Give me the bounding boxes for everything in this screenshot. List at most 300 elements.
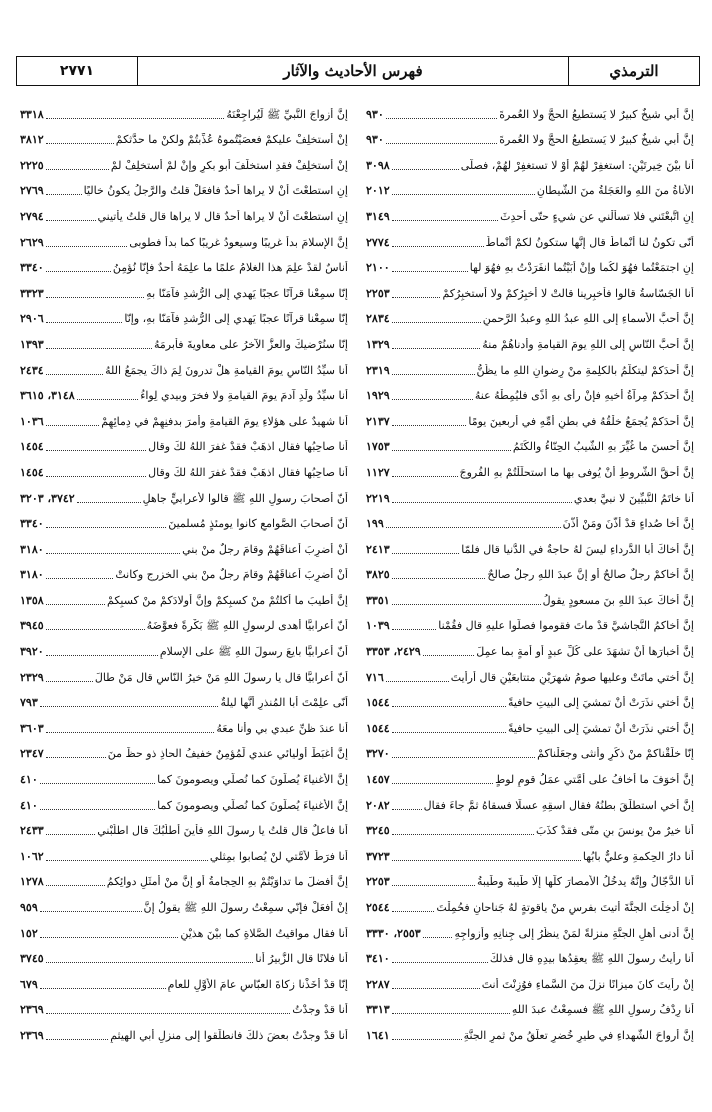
hadith-number: ٢٣٦٩ bbox=[20, 1028, 44, 1042]
hadith-number: ١٣٩٣ bbox=[20, 337, 44, 351]
hadith-text: أنا خاتَمُ النَّبيِّينَ لا نبيَّ بعدي bbox=[573, 491, 694, 505]
hadith-number: ٣٧٤٢، ٣٢٠٣ bbox=[20, 491, 75, 505]
hadith-number: ٣٧٢٣ bbox=[366, 849, 390, 863]
hadith-text: إنَّ أخا صُداءٍ قدْ أذَّنَ ومَنْ أذَّنَ bbox=[562, 517, 694, 531]
hadith-text: إنَّ أطيبَ ما أكلتُمْ منْ كسبِكمْ وإنَّ أولادَكمْ منْ كسبِكمْ bbox=[107, 593, 348, 607]
hadith-text: إنَّ أحبَّ النّاسِ إلى اللهِ يومَ القيامةِ وأدناهُمْ منهُ bbox=[482, 337, 694, 351]
hadith-number: ٢٤٢٩، ٣٣٥٣ bbox=[366, 645, 421, 659]
leader-dots bbox=[46, 757, 106, 758]
hadith-number: ٣٣٤٠ bbox=[20, 261, 44, 275]
left-column bbox=[16, 96, 358, 1106]
hadith-number: ١٤٥٧ bbox=[366, 773, 390, 787]
hadith-number: ٢٠١٢ bbox=[366, 184, 390, 198]
hadith-text: إنِ اجتمَعْتُما فهُوَ لكُما وإنْ أبَيْتُما انفَرَدْتُ بهِ فهُوَ لها bbox=[469, 261, 694, 275]
index-entry bbox=[20, 736, 348, 762]
hadith-number: ٢٥٤٤ bbox=[366, 901, 390, 914]
leader-dots bbox=[46, 297, 145, 298]
hadith-text: إنَّ أبي شيخٌ كبيرٌ لا يَستطيعُ الحجَّ ولا العُمرةَ bbox=[499, 107, 694, 121]
hadith-number: ٣١٤٨، ٣٦١٥ bbox=[20, 389, 75, 403]
leader-dots bbox=[46, 1013, 291, 1014]
leader-dots bbox=[392, 911, 435, 912]
leader-dots bbox=[392, 706, 506, 707]
leader-dots bbox=[46, 578, 114, 579]
index-entry bbox=[20, 122, 348, 148]
index-entry bbox=[366, 659, 694, 685]
hadith-number: ٢٢٥٣ bbox=[366, 875, 390, 889]
hadith-text: أنا فقال مواقيتُ الصَّلاةِ كما بيْنَ هذيْنِ bbox=[180, 926, 348, 940]
index-entry bbox=[366, 480, 694, 506]
index-entry bbox=[366, 326, 694, 352]
hadith-text: إنْ أستخلِفْ عليكمْ فعصَيْتُموهُ عُذِّبتُمْ ولكنْ ما حدَّثكمْ bbox=[115, 133, 348, 147]
hadith-text: أنا سيِّدُ النّاسِ يومَ القيامةِ هلْ تدرونَ لِمَ ذاكَ يجمَعُ اللهُ bbox=[105, 363, 348, 377]
index-entry bbox=[366, 685, 694, 711]
leader-dots bbox=[392, 885, 475, 886]
hadith-text: إنَّ أختي نذَرَتْ أنْ تمشيَ إلى البيتِ حافيةً bbox=[507, 721, 694, 735]
hadith-number: ١٦٤١ bbox=[366, 1028, 390, 1042]
hadith-text: أنّى علِمْتَ أبا المُنذرِ أنَّها ليلةٌ bbox=[220, 696, 348, 710]
hadith-text: إنِ اتَّبعْتَني فلا تسألْني عن شيءٍ حتّى أُحدِثَ bbox=[500, 209, 694, 223]
hadith-text: إنْ رأيتَ كانَ ميزانًا نزلَ منَ السَّماءِ فوُزِنْتَ أنتَ bbox=[481, 977, 694, 991]
hadith-text: أناسٌ لقدْ علِمَ هذا الغلامُ علمًا ما علِمَهُ أحدٌ فإنّا نُؤمِنُ bbox=[112, 261, 348, 275]
hadith-text: أنا فرَطٌ لأُمَّتي لنْ يُصابوا بمِثلي bbox=[209, 849, 348, 863]
hadith-text: إنَّ الأغنياءَ يُصلّونَ كما نُصلّي ويصومونَ كما bbox=[157, 798, 348, 812]
index-entry bbox=[366, 429, 694, 455]
hadith-number: ٣٩٢٠ bbox=[20, 645, 44, 659]
index-entry bbox=[366, 915, 694, 941]
hadith-text: أنا خيرٌ منْ يونسَ بنِ متّى فقدْ كذَبَ bbox=[535, 824, 694, 838]
leader-dots bbox=[392, 322, 481, 323]
hadith-number: ١٧٥٣ bbox=[366, 440, 390, 454]
index-entry bbox=[366, 301, 694, 327]
hadith-text: إنَّ أحبَّ الأسماءِ إلى اللهِ عبدُ اللهِ وعبدُ الرَّحمنِ bbox=[482, 312, 694, 326]
leader-dots bbox=[46, 425, 100, 426]
hadith-text: إنَّ أدنى أهلِ الجنَّةِ منزلةً لمَنْ ينظُرُ إلى جِنانِهِ وأزواجِهِ bbox=[454, 926, 694, 940]
leader-dots bbox=[386, 527, 561, 528]
leader-dots bbox=[386, 143, 498, 144]
index-entry bbox=[366, 122, 694, 148]
hadith-number: ٢٣٦٩ bbox=[20, 1003, 44, 1017]
index-entry bbox=[366, 147, 694, 173]
leader-dots bbox=[423, 937, 453, 938]
hadith-text: أنا قدْ وجدْتُ بعضَ ذلكَ فانطلَقوا إلى منزلِ أبي الهيثمِ bbox=[110, 1028, 348, 1042]
index-entry bbox=[366, 173, 694, 199]
hadith-text: إنَّ أحدَكمْ ليتكلَّمُ بالكلِمةِ منْ رِضوانِ اللهِ ما يظُنُّ bbox=[476, 363, 694, 377]
index-entry bbox=[20, 480, 348, 506]
index-entry bbox=[20, 454, 348, 480]
leader-dots bbox=[392, 809, 422, 810]
hadith-text: إنّا سمِعْنا قرآنًا عجبًا يَهدي إلى الرُّشدِ فآمَنّا بهِ، وإنّا bbox=[124, 312, 348, 326]
hadith-number: ٤١٠ bbox=[20, 773, 38, 787]
hadith-number: ٣٠٩٨ bbox=[366, 158, 390, 172]
hadith-text: أنا صاحِبُها فقال اذهَبْ فقدْ غفرَ اللهُ لكَ وقال bbox=[148, 465, 348, 479]
hadith-number: ٢٧٦٩ bbox=[20, 184, 44, 198]
hadith-text: إنَّ أزواجَ النَّبيِّ ﷺ لَيُراجِعْنَهُ bbox=[226, 107, 348, 121]
hadith-text: إنَّ أخاكَ أبا الدَّرداءِ ليسَ لهُ حاجةٌ في الدُّنيا قال فلمّا bbox=[461, 542, 694, 556]
index-entry bbox=[366, 608, 694, 634]
hadith-text: إنَّ أرواحَ الشُّهداءِ في طيرٍ خُضرٍ تعلَّقُ منْ ثمرِ الجنَّةِ bbox=[463, 1028, 694, 1042]
hadith-number: ٢٩٠٦ bbox=[20, 312, 44, 326]
leader-dots bbox=[46, 476, 146, 477]
leader-dots bbox=[392, 553, 460, 554]
leader-dots bbox=[392, 1039, 462, 1040]
hadith-text: إنَّ أخي استطلَقَ بطنُهُ فقال اسقِهِ عسلًا فسقاهُ ثمَّ جاءَ فقال bbox=[423, 798, 694, 812]
leader-dots bbox=[392, 220, 499, 221]
hadith-text: إنَّ أخاكَ عبدَ اللهِ بنَ مسعودٍ يقولُ bbox=[542, 593, 694, 607]
index-entry bbox=[366, 992, 694, 1018]
leader-dots bbox=[40, 809, 155, 810]
leader-dots bbox=[46, 1039, 109, 1040]
leader-dots bbox=[392, 425, 467, 426]
hadith-number: ٢٢٢٥ bbox=[20, 158, 44, 172]
hadith-text: إنَّ أخاكمْ رجلٌ صالحٌ أو إنَّ عبدَ اللهِ رجلٌ صالحٌ bbox=[487, 568, 694, 582]
hadith-text: إنْ أُدخِلْتَ الجنَّةَ أُتيتَ بفرسٍ منْ ياقوتةٍ لهُ جَناحانِ فحُمِلْتَ bbox=[436, 901, 694, 914]
index-entry bbox=[366, 736, 694, 762]
hadith-number: ١٣٥٨ bbox=[20, 593, 44, 607]
hadith-number: ١٣٢٩ bbox=[366, 337, 390, 351]
leader-dots bbox=[392, 271, 468, 272]
index-entry bbox=[20, 531, 348, 557]
index-entry bbox=[20, 889, 348, 915]
hadith-number: ٣٩٤٥ bbox=[20, 619, 44, 633]
leader-dots bbox=[392, 860, 581, 861]
index-entry bbox=[20, 173, 348, 199]
hadith-number: ١٩٢٩ bbox=[366, 389, 390, 403]
hadith-text: إنَّ أحقَّ الشُّروطِ أنْ يُوفى بها ما استحلَلْتُمْ بهِ الفُروجَ bbox=[459, 465, 694, 479]
index-entry bbox=[366, 96, 694, 122]
hadith-text: إنَّ أغبَطَ أوليائي عندي لَمُؤمِنٌ خفيفُ الحاذِ ذو حظٍّ منَ bbox=[107, 747, 348, 761]
leader-dots bbox=[392, 834, 534, 835]
hadith-number: ٧١٦ bbox=[366, 670, 384, 684]
hadith-number: ٣٣٤٠ bbox=[20, 517, 44, 531]
index-entry bbox=[20, 198, 348, 224]
hadith-text: أنا صاحِبُها فقال اذهَبْ فقدْ غفرَ اللهُ لكَ وقال bbox=[148, 440, 348, 454]
leader-dots bbox=[392, 297, 441, 298]
hadith-number: ٢٧٩٤ bbox=[20, 209, 44, 223]
index-entry bbox=[366, 378, 694, 404]
hadith-text: أنْ أضرِبَ أعناقَهُمْ وقامَ رجلٌ منْ بني bbox=[182, 542, 348, 556]
hadith-text: أنْ أضرِبَ أعناقَهُمْ وقامَ رجلٌ منْ بني الخزرجِ وكانتْ bbox=[115, 568, 348, 582]
hadith-number: ٩٥٩ bbox=[20, 901, 38, 914]
hadith-number: ٣١٨٠ bbox=[20, 542, 44, 556]
leader-dots bbox=[46, 246, 128, 247]
hadith-number: ٢٢٥٣ bbox=[366, 286, 390, 300]
right-column bbox=[358, 96, 700, 1106]
leader-dots bbox=[46, 681, 93, 682]
index-entry bbox=[366, 506, 694, 532]
hadith-number: ٣٢٧٠ bbox=[366, 747, 390, 761]
page-number-box bbox=[17, 57, 138, 85]
leader-dots bbox=[392, 578, 486, 579]
leader-dots bbox=[40, 988, 166, 989]
hadith-number: ٤١٠ bbox=[20, 798, 38, 812]
index-entry bbox=[20, 429, 348, 455]
leader-dots bbox=[392, 629, 437, 630]
hadith-number: ٢٤٣٤ bbox=[20, 363, 44, 377]
index-entry bbox=[20, 915, 348, 941]
hadith-text: أنّ أعرابيًّا أهدى لرسولِ اللهِ ﷺ بَكْرةً فعوَّضَهُ bbox=[146, 619, 348, 633]
leader-dots bbox=[77, 502, 141, 503]
index-entry bbox=[20, 96, 348, 122]
hadith-text: إنَّ أحدَكمْ مِرآةُ أخيهِ فإنْ رأى بهِ أذًى فليُمِطْهُ عنهُ bbox=[474, 389, 694, 403]
leader-dots bbox=[46, 885, 105, 886]
hadith-text: إنَّ أخاكمُ النَّجاشيَّ قدْ ماتَ فقوموا فصلّوا عليهِ قال فقُمْنا bbox=[438, 619, 694, 633]
hadith-number: ٣٣١٨ bbox=[20, 107, 44, 121]
hadith-text: إنِ استطعْتَ أنْ لا يراها أحدٌ قال لا يراها قال قلتُ يأتيني bbox=[97, 209, 348, 223]
index-entry bbox=[366, 198, 694, 224]
index-entry bbox=[20, 941, 348, 967]
hadith-number: ٣٤١٠ bbox=[366, 952, 390, 966]
hadith-text: إنّا قدْ أخَذْنا زكاةَ العبّاسِ عامَ الأوَّلِ للعامِ bbox=[167, 977, 348, 991]
index-entry bbox=[20, 301, 348, 327]
hadith-number: ١٤٥٤ bbox=[20, 440, 44, 454]
hadith-text: إنَّ أخوَفَ ما أخافُ على أُمَّتي عمَلُ قومِ لوطٍ bbox=[495, 773, 694, 787]
hadith-text: إنَّ أبي شيخٌ كبيرٌ لا يَستطيعُ الحجَّ ولا العُمرةَ bbox=[499, 133, 694, 147]
index-entry bbox=[366, 224, 694, 250]
hadith-text: إنَّ أحدَكمْ يُجمَعُ خلْقُهُ في بطنِ أُمِّهِ في أربعينَ يومًا bbox=[468, 414, 694, 428]
index-entry bbox=[20, 275, 348, 301]
hadith-number: ٣٣٥١ bbox=[366, 593, 390, 607]
index-entry bbox=[366, 352, 694, 378]
index-entry bbox=[366, 403, 694, 429]
hadith-text: إنَّ أختي نذَرَتْ أنْ تمشيَ إلى البيتِ حافيةً bbox=[507, 696, 694, 710]
index-entry bbox=[20, 761, 348, 787]
hadith-number: ٣١٨٠ bbox=[20, 568, 44, 582]
leader-dots bbox=[46, 194, 82, 195]
index-entry bbox=[20, 685, 348, 711]
leader-dots bbox=[46, 834, 96, 835]
leader-dots bbox=[392, 374, 475, 375]
index-entry bbox=[20, 710, 348, 736]
leader-dots bbox=[392, 988, 480, 989]
leader-dots bbox=[392, 399, 473, 400]
leader-dots bbox=[46, 118, 225, 119]
hadith-number: ٣٦٠٣ bbox=[20, 721, 44, 735]
index-columns bbox=[16, 96, 700, 1106]
leader-dots bbox=[423, 655, 475, 656]
index-entry bbox=[20, 557, 348, 583]
hadith-text: إنّا سنُرْضيكَ والعزُّ الآخرُ على معاويةَ فأبرمَهُ bbox=[153, 337, 348, 351]
leader-dots bbox=[392, 604, 541, 605]
hadith-number: ٢٤١٣ bbox=[366, 542, 390, 556]
leader-dots bbox=[392, 169, 459, 170]
index-entry bbox=[20, 992, 348, 1018]
hadith-number: ٣١٤٩ bbox=[366, 209, 390, 223]
hadith-number: ٢٧٧٤ bbox=[366, 235, 390, 249]
hadith-number: ٣٨١٢ bbox=[20, 133, 44, 147]
leader-dots bbox=[46, 220, 96, 221]
hadith-number: ١٥٤٤ bbox=[366, 721, 390, 735]
index-entry bbox=[20, 250, 348, 276]
hadith-number: ١٤٥٤ bbox=[20, 465, 44, 479]
index-entry bbox=[20, 147, 348, 173]
leader-dots bbox=[46, 169, 109, 170]
hadith-text: إنَّ أحسنَ ما غُيِّرَ بهِ الشَّيبُ الحِنّاءُ والكَتَمُ bbox=[512, 440, 694, 454]
index-entry bbox=[366, 966, 694, 992]
book-name: الترمذي bbox=[568, 57, 699, 85]
hadith-text: أنا دارُ الحِكمةِ وعليٌّ بابُها bbox=[582, 849, 694, 863]
leader-dots bbox=[392, 502, 572, 503]
index-entry bbox=[366, 1017, 694, 1043]
index-entry bbox=[20, 506, 348, 532]
hadith-number: ٢٣٢٩ bbox=[20, 670, 44, 684]
leader-dots bbox=[46, 450, 146, 451]
hadith-number: ٢٨٣٤ bbox=[366, 312, 390, 326]
hadith-text: أنا بيْنَ خِيرتَيْنِ: استغفِرْ لهُمْ أوْ لا تستغفِرْ لهُمْ، فصلّى bbox=[460, 158, 694, 172]
index-title: فهرس الأحاديث والآثار bbox=[283, 62, 423, 80]
leader-dots bbox=[392, 348, 481, 349]
hadith-number: ٧٩٣ bbox=[20, 696, 38, 710]
index-entry bbox=[366, 557, 694, 583]
hadith-number: ٢٥٥٣، ٣٣٣٠ bbox=[366, 926, 421, 940]
leader-dots bbox=[77, 399, 139, 400]
hadith-number: ١٩٩ bbox=[366, 517, 384, 531]
hadith-number: ٣٨٢٥ bbox=[366, 568, 390, 582]
leader-dots bbox=[46, 732, 215, 733]
hadith-number: ٩٣٠ bbox=[366, 107, 384, 121]
index-entry bbox=[366, 941, 694, 967]
index-entry bbox=[366, 250, 694, 276]
hadith-text: أنا شهيدٌ على هؤلاءِ يومَ القيامةِ وأمرَ بدفنِهِمْ في دِمائِهِمْ bbox=[101, 414, 348, 428]
hadith-number: ٢٣٤٧ bbox=[20, 747, 44, 761]
hadith-text: إنْ أفعَلْ فإنّي سمِعْتُ رسولَ اللهِ ﷺ يقولُ إنَّ bbox=[143, 901, 348, 914]
leader-dots bbox=[392, 757, 535, 758]
hadith-number: ٢٦٢٩ bbox=[20, 235, 44, 249]
hadith-number: ٦٧٩ bbox=[20, 977, 38, 991]
index-entry bbox=[20, 659, 348, 685]
hadith-number: ٢٤٣٣ bbox=[20, 824, 44, 838]
hadith-text: إنَّ أختي ماتَتْ وعليها صومُ شهرَيْنِ متتابعَيْنِ قال أرأيتَ bbox=[450, 670, 694, 684]
hadith-text: أنا الدَّجّالُ وإنَّهُ يدخُلُ الأمصارَ كلَّها إلّا طَيبةَ وطَيبةُ bbox=[476, 875, 694, 889]
hadith-number: ٢١٠٠ bbox=[366, 261, 390, 275]
hadith-number: ٢١٣٧ bbox=[366, 414, 390, 428]
leader-dots bbox=[46, 860, 208, 861]
index-entry bbox=[366, 761, 694, 787]
leader-dots bbox=[46, 527, 167, 528]
page-header bbox=[16, 56, 700, 86]
hadith-number: ١٢٧٨ bbox=[20, 875, 44, 889]
hadith-text: إنّا خلَقْناكمْ منْ ذكَرٍ وأُنثى وجعَلْناكمْ bbox=[537, 747, 694, 761]
hadith-number: ٣٣١٣ bbox=[366, 1003, 390, 1017]
leader-dots bbox=[392, 450, 511, 451]
leader-dots bbox=[46, 962, 254, 963]
leader-dots bbox=[46, 604, 105, 605]
leader-dots bbox=[46, 143, 114, 144]
hadith-text: الأَناةُ منَ اللهِ والعَجَلةُ منَ الشَّيطانِ bbox=[536, 184, 694, 198]
index-page bbox=[16, 56, 700, 1042]
hadith-text: أنا فلانًا قال الزُّبيرُ أنا bbox=[255, 952, 348, 966]
leader-dots bbox=[46, 553, 180, 554]
hadith-text: أنا قدْ وجدْتُ bbox=[292, 1003, 348, 1017]
index-entry bbox=[20, 378, 348, 404]
leader-dots bbox=[386, 681, 449, 682]
index-entry bbox=[366, 582, 694, 608]
hadith-text: أنا عندَ ظنِّ عبدي بي وأنا معَهُ bbox=[216, 721, 348, 735]
leader-dots bbox=[46, 374, 103, 375]
index-entry bbox=[20, 1017, 348, 1043]
page-number: ٢٧٧١ bbox=[59, 63, 95, 79]
index-entry bbox=[366, 864, 694, 890]
index-entry bbox=[366, 454, 694, 480]
hadith-text: إنَّ أخبارَها أنْ تشهَدَ على كُلِّ عبدٍ أو أمةٍ بما عمِلَ bbox=[476, 645, 694, 659]
index-entry bbox=[366, 275, 694, 301]
hadith-number: ١١٢٧ bbox=[366, 465, 390, 479]
leader-dots bbox=[40, 783, 155, 784]
leader-dots bbox=[46, 655, 158, 656]
leader-dots bbox=[40, 911, 142, 912]
hadith-text: إنَّ الأغنياءَ يُصلّونَ كما نُصلّي ويصومونَ كما bbox=[157, 773, 348, 787]
index-entry bbox=[20, 608, 348, 634]
leader-dots bbox=[392, 194, 535, 195]
leader-dots bbox=[392, 732, 506, 733]
index-entry bbox=[366, 838, 694, 864]
index-entry bbox=[20, 813, 348, 839]
hadith-text: أنّى تكونُ لنا أنْماطٌ قال إنَّها ستكونُ لكمْ أنْماطٌ bbox=[485, 235, 694, 249]
hadith-number: ٢٠٨٢ bbox=[366, 798, 390, 812]
index-entry bbox=[20, 352, 348, 378]
hadith-number: ٣٧٤٥ bbox=[20, 952, 44, 966]
leader-dots bbox=[40, 937, 179, 938]
hadith-text: أنا فاعلٌ قال قلتُ يا رسولَ اللهِ فأينَ أطلُبُكَ قال اطلُبْني bbox=[97, 824, 348, 838]
hadith-number: ٢٢١٩ bbox=[366, 491, 390, 505]
index-entry bbox=[20, 787, 348, 813]
leader-dots bbox=[386, 118, 498, 119]
index-entry bbox=[366, 710, 694, 736]
hadith-number: ٢٣١٩ bbox=[366, 363, 390, 377]
hadith-number: ١٥٢ bbox=[20, 926, 38, 940]
leader-dots bbox=[46, 629, 145, 630]
hadith-number: ١٠٣٦ bbox=[20, 414, 44, 428]
index-entry bbox=[20, 838, 348, 864]
index-entry bbox=[20, 633, 348, 659]
index-entry bbox=[366, 531, 694, 557]
hadith-number: ٣٣٢٣ bbox=[20, 286, 44, 300]
hadith-text: أنا سيِّدُ ولَدِ آدمَ يومَ القيامةِ ولا فخرَ وبيدي لِواءُ bbox=[140, 389, 348, 403]
hadith-text: أنّ أعرابيًّا قال يا رسولَ اللهِ مَنْ خيرُ النّاسِ قال مَنْ طالَ bbox=[94, 670, 348, 684]
hadith-text: إنّا سمِعْنا قرآنًا عجبًا يَهدي إلى الرُّشدِ فآمَنّا بهِ bbox=[146, 286, 348, 300]
hadith-number: ٩٣٠ bbox=[366, 133, 384, 147]
leader-dots bbox=[392, 246, 484, 247]
hadith-text: إنِ استطعْتَ أنْ لا يراها أحدٌ فافعَلْ قلتُ والرَّجلُ يكونُ خاليًا bbox=[83, 184, 348, 198]
index-entry bbox=[366, 889, 694, 915]
index-entry bbox=[20, 224, 348, 250]
leader-dots bbox=[46, 322, 123, 323]
index-entry bbox=[366, 787, 694, 813]
hadith-number: ٣٢٤٥ bbox=[366, 824, 390, 838]
leader-dots bbox=[392, 783, 493, 784]
hadith-text: أنا رأيتُ رسولَ اللهِ ﷺ يعقِدُها بيدِهِ قال فذلكَ bbox=[489, 952, 694, 966]
hadith-number: ٢٢٨٧ bbox=[366, 977, 390, 991]
hadith-text: أنّ أصحابَ الصَّوامعِ كانوا يومئذٍ مُسلمينَ bbox=[168, 517, 348, 531]
index-entry bbox=[366, 813, 694, 839]
leader-dots bbox=[392, 1013, 510, 1014]
hadith-text: إنَّ الإسلامَ بدأَ غريبًا وسيعودُ غريبًا كما بدأَ فطوبى bbox=[129, 235, 348, 249]
index-entry bbox=[20, 403, 348, 429]
index-entry bbox=[20, 582, 348, 608]
hadith-number: ١٠٦٢ bbox=[20, 849, 44, 863]
leader-dots bbox=[392, 476, 458, 477]
hadith-text: أنا رِدْفُ رسولِ اللهِ ﷺ فسمِعْتُ عبدَ اللهِ bbox=[511, 1003, 694, 1017]
hadith-text: أنا الجَسّاسةُ قالوا فأخبِرينا قالتْ لا أُخبِرُكمْ ولا أستخبِرُكمْ bbox=[442, 286, 694, 300]
hadith-number: ١٠٣٩ bbox=[366, 619, 390, 633]
leader-dots bbox=[46, 348, 152, 349]
leader-dots bbox=[392, 962, 488, 963]
index-entry bbox=[20, 864, 348, 890]
hadith-text: إنْ أستخلِفْ فقدِ استخلَفَ أبو بكرٍ وإنْ لمْ أستخلِفْ لمْ bbox=[110, 158, 348, 172]
index-entry bbox=[366, 633, 694, 659]
hadith-text: أنّ أعرابيًّا بايعَ رسولَ اللهِ ﷺ على الإسلامِ bbox=[159, 645, 348, 659]
index-entry bbox=[20, 326, 348, 352]
hadith-text: إنَّ أفضلَ ما تداوَيْتُمْ بهِ الحِجامةُ أو إنَّ منْ أمثَلِ دوائِكمُ bbox=[106, 875, 348, 889]
